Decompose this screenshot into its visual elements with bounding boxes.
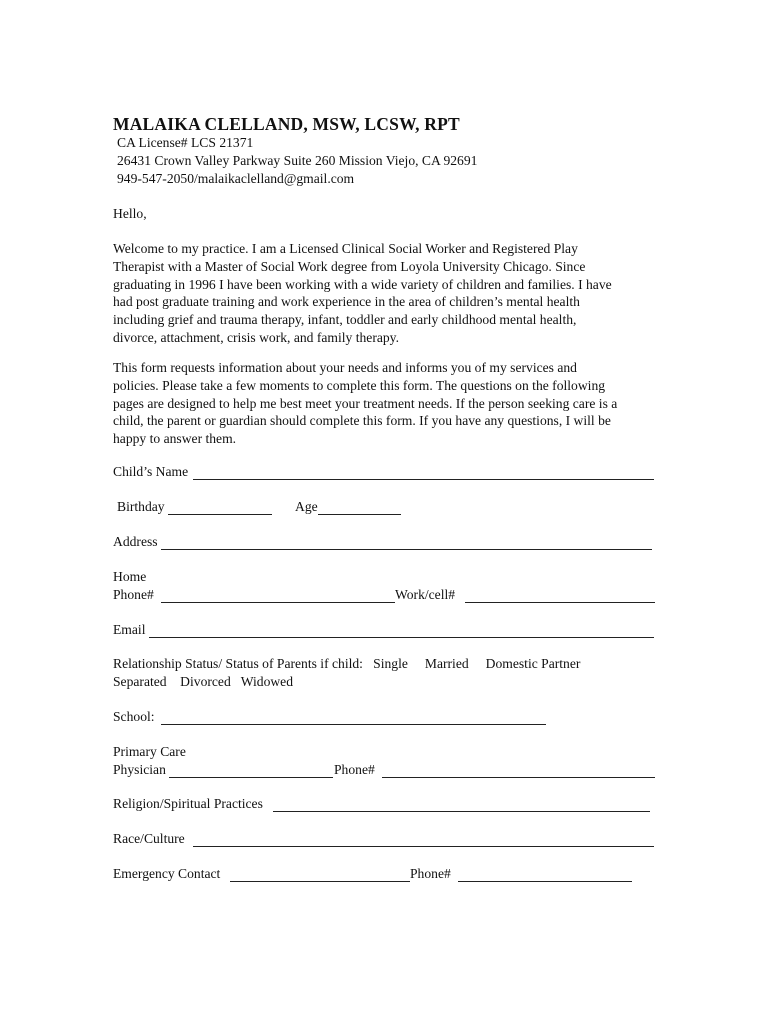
childs-name-field[interactable] — [193, 479, 654, 480]
home-phone-field[interactable] — [161, 602, 395, 603]
form-info-line: child, the parent or guardian should complete this form. If you have any questions, I will be — [113, 413, 611, 429]
intro-paragraph — [113, 240, 673, 347]
practitioner-name: MALAIKA CLELLAND, MSW, LCSW, RPT — [113, 114, 460, 134]
work-cell-label: Work/cell# — [395, 587, 456, 602]
emergency-phone-label: Phone# — [410, 866, 451, 881]
intro-line: Welcome to my practice. I am a Licensed Clinical Social Worker and Registered Play — [113, 241, 578, 256]
physician-label: Physician — [113, 762, 166, 777]
primary-care-label: Primary Care — [113, 744, 186, 759]
office-address: 26431 Crown Valley Parkway Suite 260 Mission Viejo, CA 92691 — [117, 153, 478, 168]
age-field[interactable] — [318, 514, 401, 515]
address-field[interactable] — [161, 549, 652, 550]
relationship-status-options[interactable]: Relationship Status/ Status of Parents if child: Single Married Domestic Partner — [113, 656, 581, 671]
form-info-line: policies. Please take a few moments to complete this form. The questions on the following — [113, 377, 606, 393]
email-field[interactable] — [149, 637, 654, 638]
physician-field[interactable] — [169, 777, 333, 778]
intro-line: divorce, attachment, crisis work, and family therapy. — [113, 329, 399, 345]
form-info-line: happy to answer them. — [113, 431, 237, 447]
form-info-line: pages are designed to help me best meet your treatment needs. If the person seeking care is a — [113, 395, 618, 411]
race-culture-label: Race/Culture — [113, 831, 185, 846]
birthday-field[interactable] — [168, 514, 272, 515]
childs-name-label: Child’s Name — [113, 464, 189, 479]
emergency-contact-field[interactable] — [230, 881, 410, 882]
intro-line: graduating in 1996 I have been working with a wide variety of children and families. I have — [113, 276, 612, 292]
address-label: Address — [113, 534, 158, 549]
license-number: CA License# LCS 21371 — [117, 135, 254, 150]
intro-line: including grief and trauma therapy, infant, toddler and early childhood mental health, — [113, 312, 577, 328]
emergency-phone-field[interactable] — [458, 881, 632, 882]
religion-label: Religion/Spiritual Practices — [113, 796, 263, 811]
work-cell-field[interactable] — [465, 602, 655, 603]
home-label: Home — [113, 569, 147, 584]
emergency-contact-label: Emergency Contact — [113, 866, 221, 881]
school-field[interactable] — [161, 724, 546, 725]
physician-phone-field[interactable] — [382, 777, 655, 778]
birthday-label: Birthday — [117, 499, 165, 514]
intro-line: had post graduate training and work experience in the area of children’s mental health — [113, 294, 580, 310]
form-info-line: This form requests information about your needs and informs you of my services and — [113, 360, 577, 375]
greeting: Hello, — [113, 206, 147, 221]
home-phone-label: Phone# — [113, 587, 154, 602]
intro-line: Therapist with a Master of Social Work degree from Loyola University Chicago. Since — [113, 258, 586, 274]
email-label: Email — [113, 622, 146, 637]
relationship-status-options-2[interactable]: Separated Divorced Widowed — [113, 674, 294, 689]
age-label: Age — [295, 499, 318, 514]
physician-phone-label: Phone# — [334, 762, 375, 777]
form-info-paragraph — [113, 359, 673, 448]
school-label: School: — [113, 709, 155, 724]
race-culture-field[interactable] — [193, 846, 654, 847]
religion-field[interactable] — [273, 811, 650, 812]
contact-info: 949-547-2050/malaikaclelland@gmail.com — [117, 171, 355, 186]
